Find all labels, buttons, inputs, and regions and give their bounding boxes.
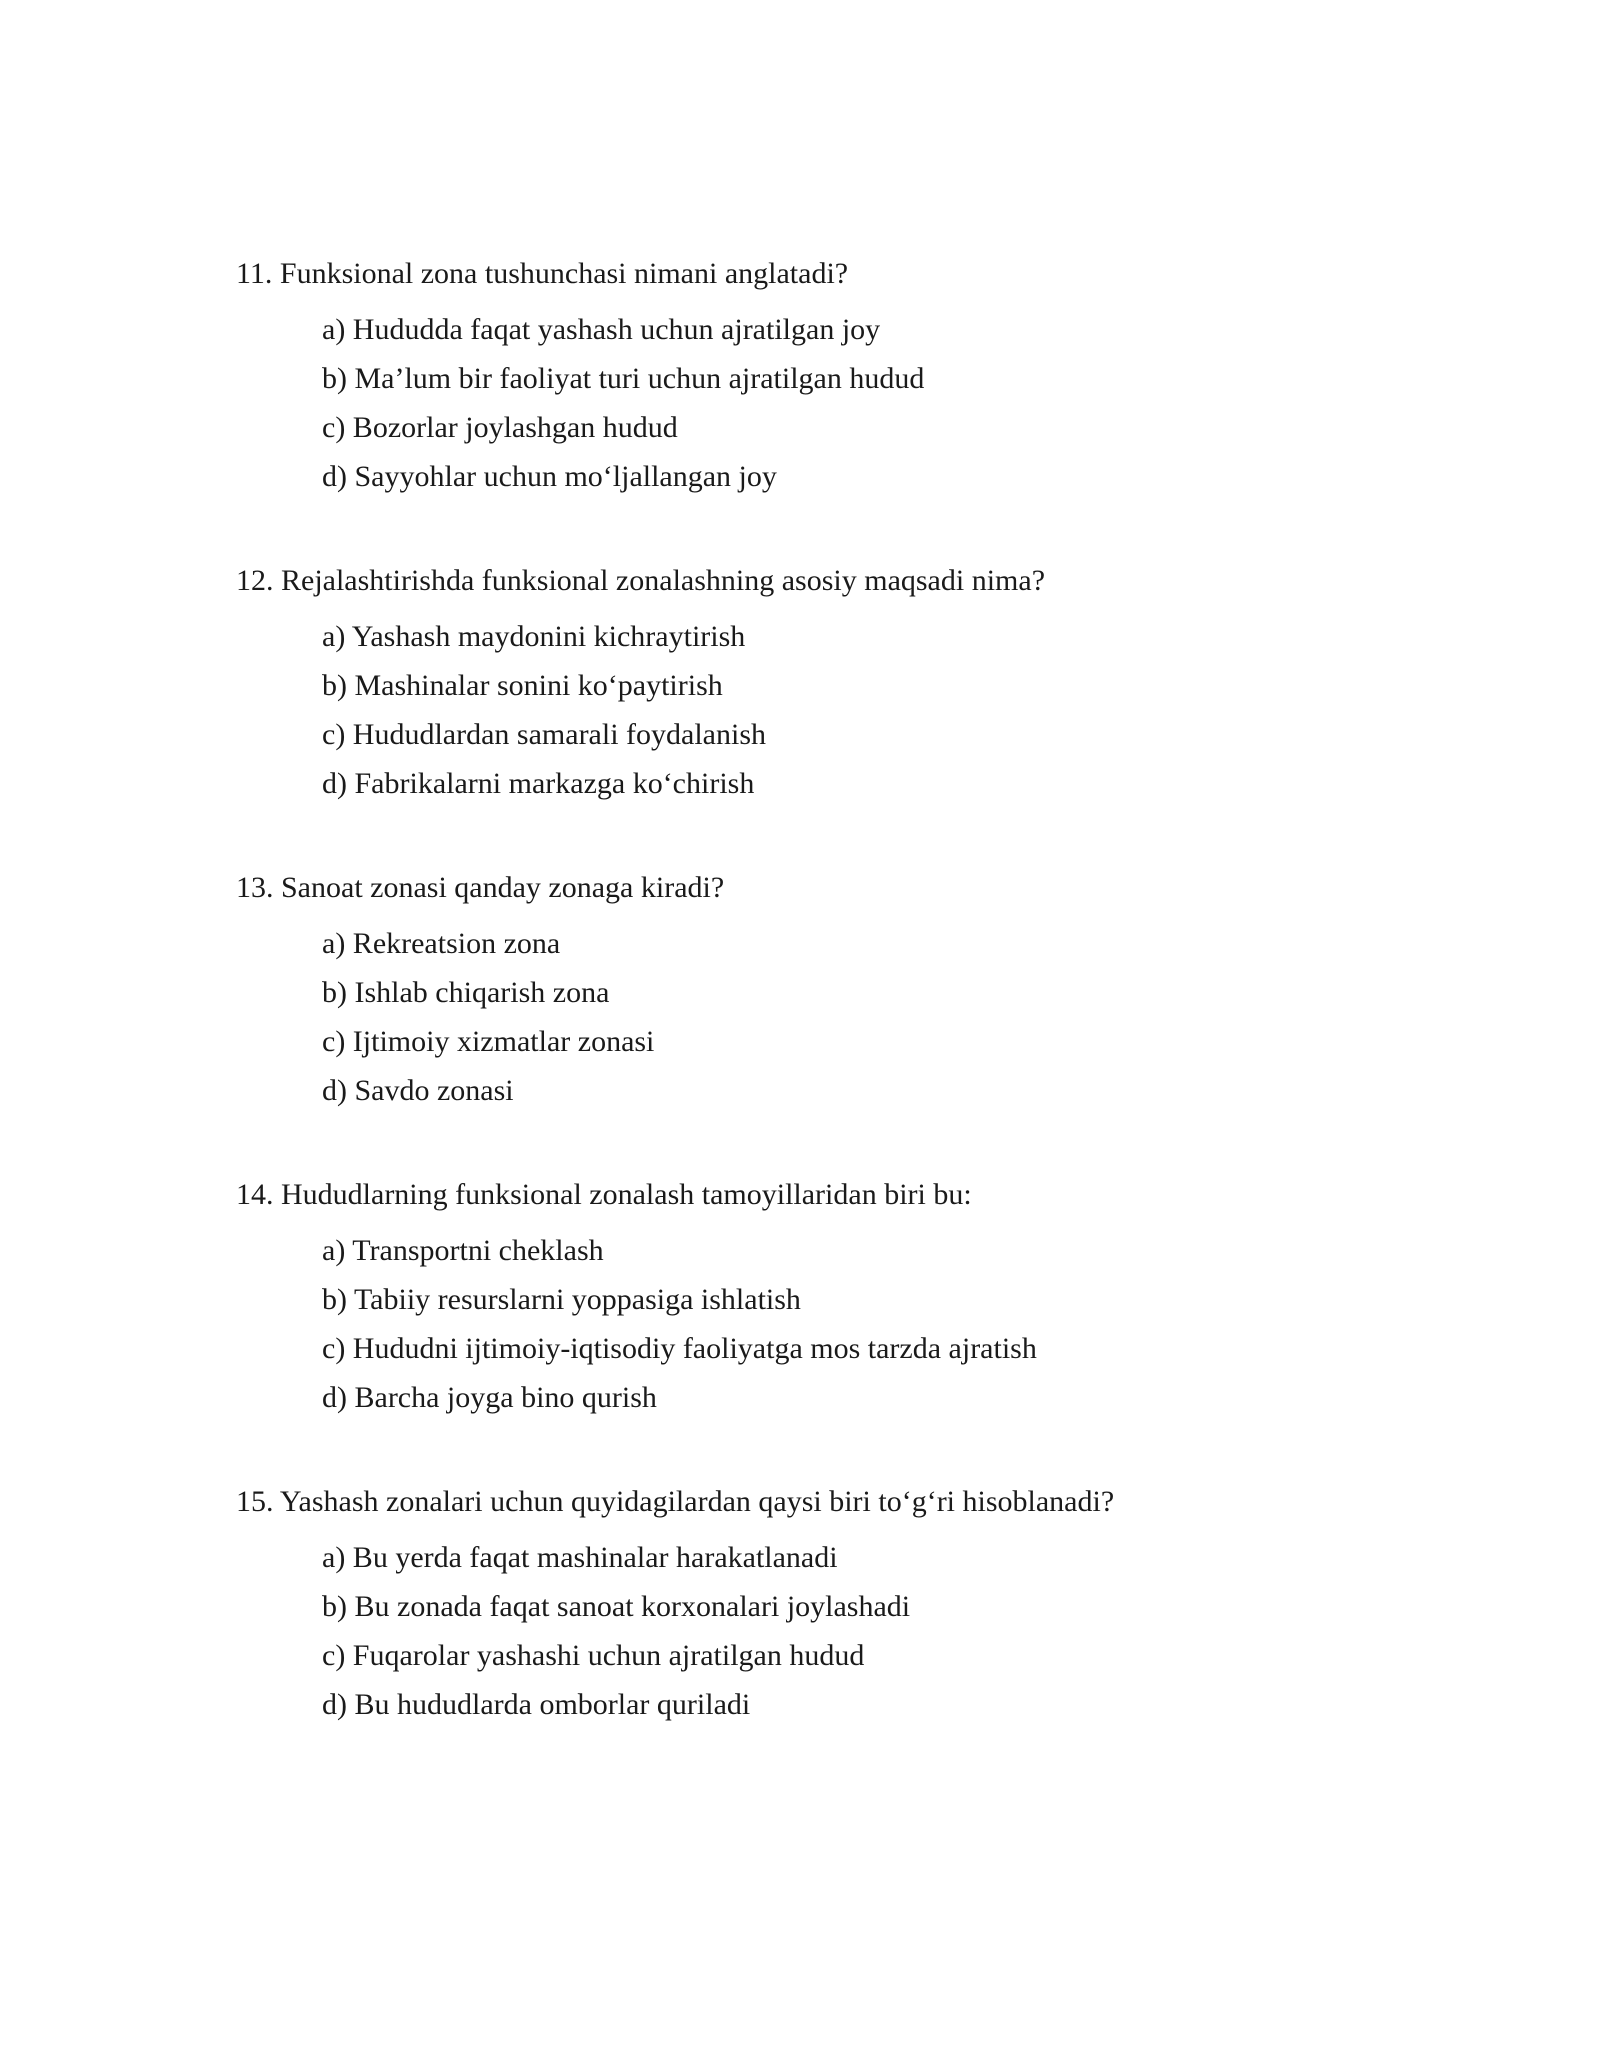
option-d: d) Sayyohlar uchun mo‘ljallangan joy [322, 460, 777, 493]
question-text: 13. Sanoat zonasi qanday zonaga kiradi? [236, 871, 725, 904]
question-13 [236, 868, 1436, 1111]
option-a: a) Hududda faqat yashash uchun ajratilgan joy [322, 313, 881, 346]
question-15 [236, 1482, 1436, 1725]
option-b: b) Tabiiy resurslarni yoppasiga ishlatish [322, 1283, 801, 1316]
option-a: a) Yashash maydonini kichraytirish [322, 620, 746, 653]
question-text: 15. Yashash zonalari uchun quyidagilardan qaysi biri to‘g‘ri hisoblanadi? [236, 1485, 1115, 1518]
question-12 [236, 561, 1436, 804]
question-text: 14. Hududlarning funksional zonalash tamoyillaridan biri bu: [236, 1178, 972, 1211]
option-a: a) Rekreatsion zona [322, 927, 561, 960]
option-c: c) Hududlardan samarali foydalanish [322, 718, 767, 751]
question-text: 11. Funksional zona tushunchasi nimani anglatadi? [236, 257, 849, 290]
option-list [236, 924, 1436, 1111]
option-b: b) Mashinalar sonini ko‘paytirish [322, 669, 723, 702]
question-list [236, 254, 1436, 1789]
option-d: d) Barcha joyga bino qurish [322, 1381, 657, 1414]
option-list [236, 617, 1436, 804]
question-text: 12. Rejalashtirishda funksional zonalashning asosiy maqsadi nima? [236, 564, 1046, 597]
option-a: a) Bu yerda faqat mashinalar harakatlanadi [322, 1541, 838, 1574]
option-a: a) Transportni cheklash [322, 1234, 604, 1267]
option-d: d) Bu hududlarda omborlar quriladi [322, 1688, 751, 1721]
question-11 [236, 254, 1436, 497]
option-b: b) Ishlab chiqarish zona [322, 976, 610, 1009]
option-c: c) Bozorlar joylashgan hudud [322, 411, 678, 444]
option-c: c) Fuqarolar yashashi uchun ajratilgan hudud [322, 1639, 865, 1672]
option-list [236, 1538, 1436, 1725]
option-c: c) Ijtimoiy xizmatlar zonasi [322, 1025, 655, 1058]
option-list [236, 310, 1436, 497]
option-b: b) Bu zonada faqat sanoat korxonalari joylashadi [322, 1590, 911, 1623]
option-list [236, 1231, 1436, 1418]
option-c: c) Hududni ijtimoiy-iqtisodiy faoliyatga mos tarzda ajratish [322, 1332, 1037, 1365]
option-b: b) Ma’lum bir faoliyat turi uchun ajratilgan hudud [322, 362, 925, 395]
option-d: d) Fabrikalarni markazga ko‘chirish [322, 767, 755, 800]
option-d: d) Savdo zonasi [322, 1074, 514, 1107]
question-14 [236, 1175, 1436, 1418]
